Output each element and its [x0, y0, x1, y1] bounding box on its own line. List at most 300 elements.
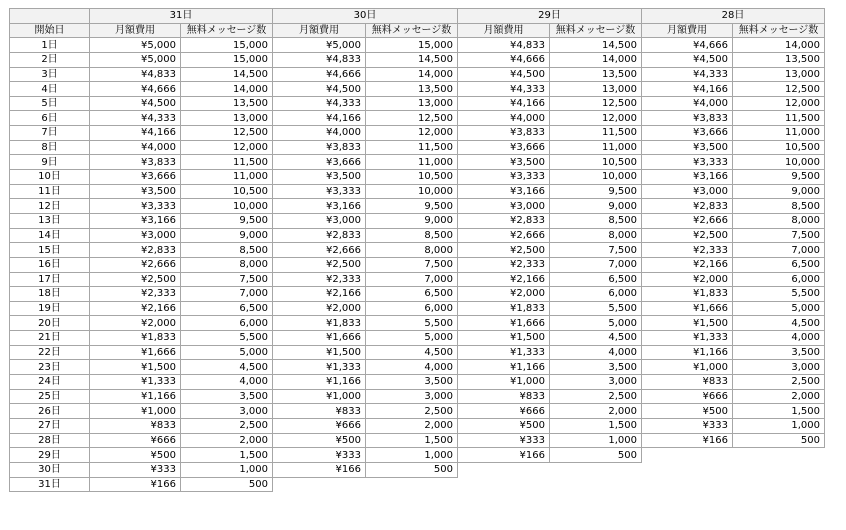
- fee-cell: ¥2,166: [273, 287, 366, 302]
- messages-cell: 5,500: [181, 331, 273, 346]
- messages-cell: 7,500: [366, 257, 458, 272]
- fee-cell: ¥666: [642, 389, 733, 404]
- messages-cell: 9,000: [550, 199, 642, 214]
- fee-cell: ¥4,333: [642, 67, 733, 82]
- messages-cell: 11,500: [550, 126, 642, 141]
- messages-cell: 13,500: [181, 96, 273, 111]
- fee-cell: ¥333: [642, 418, 733, 433]
- fee-cell: ¥3,500: [90, 184, 181, 199]
- messages-cell: 6,000: [181, 316, 273, 331]
- start-day-cell: 6日: [10, 111, 90, 126]
- table-row: [10, 360, 825, 375]
- fee-header: 月額費用: [273, 23, 366, 38]
- messages-cell: 6,000: [550, 287, 642, 302]
- messages-cell: 11,000: [733, 126, 825, 141]
- fee-cell: ¥3,166: [642, 170, 733, 185]
- fee-cell: ¥1,666: [458, 316, 550, 331]
- fee-cell: ¥166: [273, 462, 366, 477]
- start-day-cell: 25日: [10, 389, 90, 404]
- messages-cell: 11,000: [181, 170, 273, 185]
- messages-cell: 4,000: [366, 360, 458, 375]
- messages-cell: 10,500: [181, 184, 273, 199]
- table-row: [10, 243, 825, 258]
- fee-cell: ¥166: [458, 448, 550, 463]
- table-row: [10, 389, 825, 404]
- table-row: [10, 140, 825, 155]
- messages-cell: 11,000: [366, 155, 458, 170]
- messages-cell: 11,500: [181, 155, 273, 170]
- fee-cell: ¥2,500: [90, 272, 181, 287]
- messages-cell: 2,500: [733, 375, 825, 390]
- fee-cell: ¥4,500: [642, 52, 733, 67]
- fee-cell: ¥500: [642, 404, 733, 419]
- messages-cell: 14,500: [181, 67, 273, 82]
- table-row: [10, 199, 825, 214]
- messages-cell: 10,500: [366, 170, 458, 185]
- fee-cell: ¥2,166: [642, 257, 733, 272]
- messages-cell: 500: [550, 448, 642, 463]
- messages-cell: 11,500: [733, 111, 825, 126]
- fee-cell: ¥2,500: [642, 228, 733, 243]
- messages-cell: 11,000: [550, 140, 642, 155]
- table-row: [10, 96, 825, 111]
- messages-cell: 500: [181, 477, 273, 492]
- messages-cell: 7,500: [733, 228, 825, 243]
- start-day-cell: 21日: [10, 331, 90, 346]
- messages-cell: 9,000: [733, 184, 825, 199]
- table-row: [10, 82, 825, 97]
- fee-cell: ¥4,166: [273, 111, 366, 126]
- messages-cell: 15,000: [366, 38, 458, 53]
- fee-cell: ¥3,833: [90, 155, 181, 170]
- corner-cell: [10, 9, 90, 24]
- fee-cell: ¥2,500: [273, 257, 366, 272]
- fee-cell: ¥333: [273, 448, 366, 463]
- messages-cell: 5,000: [733, 301, 825, 316]
- fee-cell: ¥3,500: [458, 155, 550, 170]
- fee-cell: ¥3,666: [90, 170, 181, 185]
- messages-cell: 6,500: [550, 272, 642, 287]
- messages-cell: 7,500: [181, 272, 273, 287]
- fee-cell: ¥2,833: [90, 243, 181, 258]
- fee-cell: ¥2,666: [642, 213, 733, 228]
- start-day-cell: 24日: [10, 375, 90, 390]
- messages-cell: 1,500: [181, 448, 273, 463]
- fee-cell: ¥2,666: [273, 243, 366, 258]
- empty-cell: [458, 477, 642, 492]
- messages-cell: 1,000: [733, 418, 825, 433]
- fee-cell: ¥3,666: [273, 155, 366, 170]
- table-row: [10, 52, 825, 67]
- messages-cell: 3,500: [733, 345, 825, 360]
- fee-cell: ¥4,500: [90, 96, 181, 111]
- start-day-cell: 14日: [10, 228, 90, 243]
- messages-cell: 8,000: [550, 228, 642, 243]
- start-day-cell: 28日: [10, 433, 90, 448]
- messages-cell: 8,500: [550, 213, 642, 228]
- messages-cell: 10,000: [733, 155, 825, 170]
- fee-cell: ¥833: [90, 418, 181, 433]
- fee-cell: ¥3,333: [90, 199, 181, 214]
- start-day-cell: 17日: [10, 272, 90, 287]
- start-day-cell: 8日: [10, 140, 90, 155]
- fee-cell: ¥1,833: [90, 331, 181, 346]
- fee-cell: ¥1,000: [273, 389, 366, 404]
- messages-cell: 8,500: [733, 199, 825, 214]
- fee-cell: ¥4,500: [273, 82, 366, 97]
- table-row: [10, 272, 825, 287]
- messages-cell: 1,000: [366, 448, 458, 463]
- start-day-cell: 15日: [10, 243, 90, 258]
- messages-cell: 13,500: [366, 82, 458, 97]
- fee-cell: ¥3,666: [458, 140, 550, 155]
- fee-cell: ¥1,500: [90, 360, 181, 375]
- messages-cell: 4,000: [181, 375, 273, 390]
- messages-cell: 5,500: [550, 301, 642, 316]
- fee-cell: ¥1,833: [458, 301, 550, 316]
- fee-cell: ¥500: [273, 433, 366, 448]
- fee-cell: ¥1,666: [273, 331, 366, 346]
- messages-cell: 4,500: [733, 316, 825, 331]
- fee-cell: ¥3,333: [642, 155, 733, 170]
- messages-cell: 12,500: [550, 96, 642, 111]
- table-row: [10, 257, 825, 272]
- fee-cell: ¥4,000: [273, 126, 366, 141]
- fee-cell: ¥2,000: [458, 287, 550, 302]
- fee-cell: ¥1,166: [642, 345, 733, 360]
- start-day-cell: 1日: [10, 38, 90, 53]
- fee-cell: ¥4,666: [90, 82, 181, 97]
- table-row: [10, 477, 825, 492]
- table-row: [10, 462, 825, 477]
- group-header-30: 30日: [273, 9, 458, 24]
- fee-cell: ¥500: [458, 418, 550, 433]
- messages-cell: 9,500: [733, 170, 825, 185]
- messages-cell: 14,000: [366, 67, 458, 82]
- messages-cell: 7,000: [733, 243, 825, 258]
- messages-cell: 3,000: [733, 360, 825, 375]
- messages-cell: 12,500: [181, 126, 273, 141]
- fee-cell: ¥4,166: [458, 96, 550, 111]
- fee-cell: ¥1,500: [273, 345, 366, 360]
- messages-cell: 4,500: [550, 331, 642, 346]
- fee-cell: ¥3,000: [273, 213, 366, 228]
- messages-cell: 5,000: [550, 316, 642, 331]
- messages-header: 無料メッセージ数: [366, 23, 458, 38]
- fee-cell: ¥1,333: [642, 331, 733, 346]
- fee-cell: ¥2,166: [458, 272, 550, 287]
- messages-cell: 4,000: [550, 345, 642, 360]
- start-day-cell: 19日: [10, 301, 90, 316]
- table-row: [10, 301, 825, 316]
- fee-cell: ¥4,833: [90, 67, 181, 82]
- fee-cell: ¥3,500: [642, 140, 733, 155]
- messages-cell: 7,500: [550, 243, 642, 258]
- table-row: [10, 345, 825, 360]
- messages-cell: 7,000: [181, 287, 273, 302]
- messages-cell: 500: [366, 462, 458, 477]
- fee-cell: ¥5,000: [90, 52, 181, 67]
- start-day-cell: 3日: [10, 67, 90, 82]
- messages-cell: 9,500: [366, 199, 458, 214]
- fee-cell: ¥4,333: [90, 111, 181, 126]
- fee-cell: ¥3,000: [458, 199, 550, 214]
- messages-cell: 12,000: [733, 96, 825, 111]
- fee-cell: ¥833: [458, 389, 550, 404]
- fee-cell: ¥2,666: [458, 228, 550, 243]
- messages-cell: 2,500: [366, 404, 458, 419]
- group-header-28: 28日: [642, 9, 825, 24]
- table-row: [10, 331, 825, 346]
- messages-cell: 6,500: [733, 257, 825, 272]
- fee-cell: ¥3,166: [458, 184, 550, 199]
- messages-cell: 13,500: [550, 67, 642, 82]
- messages-cell: 3,500: [550, 360, 642, 375]
- fee-header: 月額費用: [642, 23, 733, 38]
- fee-cell: ¥3,333: [458, 170, 550, 185]
- table-row: [10, 67, 825, 82]
- start-day-cell: 31日: [10, 477, 90, 492]
- messages-cell: 10,000: [181, 199, 273, 214]
- messages-cell: 5,000: [181, 345, 273, 360]
- messages-cell: 10,000: [550, 170, 642, 185]
- fee-cell: ¥3,333: [273, 184, 366, 199]
- messages-cell: 8,500: [366, 228, 458, 243]
- fee-cell: ¥3,166: [273, 199, 366, 214]
- messages-cell: 12,500: [366, 111, 458, 126]
- start-day-cell: 16日: [10, 257, 90, 272]
- start-day-cell: 2日: [10, 52, 90, 67]
- messages-cell: 5,000: [366, 331, 458, 346]
- fee-cell: ¥1,500: [642, 316, 733, 331]
- messages-cell: 14,000: [181, 82, 273, 97]
- messages-cell: 8,500: [181, 243, 273, 258]
- table-row: [10, 38, 825, 53]
- empty-cell: [642, 448, 825, 463]
- fee-cell: ¥4,166: [642, 82, 733, 97]
- fee-cell: ¥166: [90, 477, 181, 492]
- messages-cell: 8,000: [181, 257, 273, 272]
- fee-cell: ¥2,333: [90, 287, 181, 302]
- messages-header: 無料メッセージ数: [733, 23, 825, 38]
- table-row: [10, 213, 825, 228]
- messages-cell: 9,000: [366, 213, 458, 228]
- fee-cell: ¥1,833: [642, 287, 733, 302]
- fee-cell: ¥1,166: [273, 375, 366, 390]
- messages-cell: 13,000: [550, 82, 642, 97]
- fee-cell: ¥4,333: [273, 96, 366, 111]
- messages-cell: 3,500: [181, 389, 273, 404]
- messages-cell: 14,500: [550, 38, 642, 53]
- fee-cell: ¥2,000: [642, 272, 733, 287]
- start-day-cell: 7日: [10, 126, 90, 141]
- start-day-cell: 4日: [10, 82, 90, 97]
- fee-cell: ¥2,333: [458, 257, 550, 272]
- fee-cell: ¥2,000: [90, 316, 181, 331]
- table-body: [10, 38, 825, 492]
- messages-cell: 2,500: [181, 418, 273, 433]
- start-day-cell: 30日: [10, 462, 90, 477]
- fee-cell: ¥666: [458, 404, 550, 419]
- messages-cell: 15,000: [181, 52, 273, 67]
- messages-cell: 2,500: [550, 389, 642, 404]
- table-row: [10, 404, 825, 419]
- messages-cell: 3,000: [550, 375, 642, 390]
- group-header-row: [10, 9, 825, 24]
- fee-cell: ¥1,000: [642, 360, 733, 375]
- fee-cell: ¥4,500: [458, 67, 550, 82]
- start-day-cell: 9日: [10, 155, 90, 170]
- fee-cell: ¥4,666: [273, 67, 366, 82]
- fee-cell: ¥3,500: [273, 170, 366, 185]
- empty-cell: [642, 462, 825, 477]
- fee-cell: ¥3,833: [273, 140, 366, 155]
- table-row: [10, 155, 825, 170]
- fee-cell: ¥3,833: [642, 111, 733, 126]
- messages-cell: 9,500: [181, 213, 273, 228]
- fee-cell: ¥1,166: [90, 389, 181, 404]
- empty-cell: [273, 477, 458, 492]
- fee-cell: ¥833: [273, 404, 366, 419]
- fee-cell: ¥3,000: [642, 184, 733, 199]
- start-day-cell: 22日: [10, 345, 90, 360]
- fee-cell: ¥4,833: [273, 52, 366, 67]
- table-row: [10, 418, 825, 433]
- table-row: [10, 448, 825, 463]
- fee-cell: ¥333: [90, 462, 181, 477]
- messages-cell: 4,500: [366, 345, 458, 360]
- fee-cell: ¥333: [458, 433, 550, 448]
- start-day-cell: 18日: [10, 287, 90, 302]
- fee-cell: ¥666: [90, 433, 181, 448]
- column-header-row: [10, 23, 825, 38]
- messages-cell: 12,000: [550, 111, 642, 126]
- fee-cell: ¥1,333: [273, 360, 366, 375]
- table-row: [10, 170, 825, 185]
- fee-cell: ¥4,000: [458, 111, 550, 126]
- messages-cell: 8,000: [733, 213, 825, 228]
- messages-cell: 2,000: [550, 404, 642, 419]
- messages-cell: 12,000: [181, 140, 273, 155]
- messages-cell: 3,000: [181, 404, 273, 419]
- messages-cell: 4,500: [181, 360, 273, 375]
- messages-cell: 6,500: [181, 301, 273, 316]
- fee-cell: ¥4,666: [642, 38, 733, 53]
- fee-cell: ¥833: [642, 375, 733, 390]
- fee-cell: ¥5,000: [90, 38, 181, 53]
- messages-cell: 1,000: [181, 462, 273, 477]
- messages-cell: 13,000: [733, 67, 825, 82]
- start-day-cell: 12日: [10, 199, 90, 214]
- messages-header: 無料メッセージ数: [550, 23, 642, 38]
- fee-cell: ¥2,666: [90, 257, 181, 272]
- fee-cell: ¥2,833: [642, 199, 733, 214]
- fee-cell: ¥1,666: [642, 301, 733, 316]
- pricing-table: [9, 8, 825, 492]
- table-row: [10, 126, 825, 141]
- fee-cell: ¥2,166: [90, 301, 181, 316]
- start-day-cell: 23日: [10, 360, 90, 375]
- fee-cell: ¥4,000: [642, 96, 733, 111]
- fee-cell: ¥2,833: [273, 228, 366, 243]
- fee-cell: ¥4,000: [90, 140, 181, 155]
- fee-cell: ¥3,000: [90, 228, 181, 243]
- table-row: [10, 228, 825, 243]
- messages-cell: 14,000: [733, 38, 825, 53]
- fee-cell: ¥166: [642, 433, 733, 448]
- messages-cell: 500: [733, 433, 825, 448]
- fee-cell: ¥1,166: [458, 360, 550, 375]
- messages-cell: 10,500: [733, 140, 825, 155]
- start-day-cell: 5日: [10, 96, 90, 111]
- fee-cell: ¥3,666: [642, 126, 733, 141]
- messages-cell: 11,500: [366, 140, 458, 155]
- messages-cell: 13,000: [366, 96, 458, 111]
- start-day-cell: 29日: [10, 448, 90, 463]
- fee-cell: ¥3,166: [90, 213, 181, 228]
- messages-cell: 3,000: [366, 389, 458, 404]
- fee-cell: ¥1,500: [458, 331, 550, 346]
- fee-cell: ¥1,333: [458, 345, 550, 360]
- fee-cell: ¥500: [90, 448, 181, 463]
- fee-cell: ¥2,500: [458, 243, 550, 258]
- messages-cell: 7,000: [550, 257, 642, 272]
- messages-cell: 5,500: [366, 316, 458, 331]
- messages-cell: 2,000: [366, 418, 458, 433]
- start-day-cell: 27日: [10, 418, 90, 433]
- messages-cell: 3,500: [366, 375, 458, 390]
- messages-cell: 13,000: [181, 111, 273, 126]
- fee-cell: ¥4,166: [90, 126, 181, 141]
- fee-cell: ¥2,333: [273, 272, 366, 287]
- start-day-cell: 20日: [10, 316, 90, 331]
- fee-cell: ¥4,833: [458, 38, 550, 53]
- group-header-31: 31日: [90, 9, 273, 24]
- empty-cell: [642, 477, 825, 492]
- messages-cell: 15,000: [181, 38, 273, 53]
- fee-header: 月額費用: [90, 23, 181, 38]
- start-day-header: 開始日: [10, 23, 90, 38]
- fee-cell: ¥1,833: [273, 316, 366, 331]
- messages-cell: 1,500: [366, 433, 458, 448]
- fee-cell: ¥4,666: [458, 52, 550, 67]
- messages-cell: 10,500: [550, 155, 642, 170]
- messages-cell: 1,500: [733, 404, 825, 419]
- messages-cell: 9,000: [181, 228, 273, 243]
- fee-header: 月額費用: [458, 23, 550, 38]
- fee-cell: ¥1,000: [90, 404, 181, 419]
- fee-cell: ¥3,833: [458, 126, 550, 141]
- messages-cell: 12,500: [733, 82, 825, 97]
- fee-cell: ¥2,333: [642, 243, 733, 258]
- messages-cell: 6,500: [366, 287, 458, 302]
- messages-cell: 2,000: [181, 433, 273, 448]
- fee-cell: ¥1,666: [90, 345, 181, 360]
- messages-cell: 1,500: [550, 418, 642, 433]
- messages-cell: 13,500: [733, 52, 825, 67]
- messages-cell: 14,000: [550, 52, 642, 67]
- messages-cell: 1,000: [550, 433, 642, 448]
- messages-cell: 8,000: [366, 243, 458, 258]
- table-row: [10, 184, 825, 199]
- group-header-29: 29日: [458, 9, 642, 24]
- fee-cell: ¥2,833: [458, 213, 550, 228]
- fee-cell: ¥666: [273, 418, 366, 433]
- start-day-cell: 13日: [10, 213, 90, 228]
- messages-cell: 10,000: [366, 184, 458, 199]
- messages-header: 無料メッセージ数: [181, 23, 273, 38]
- fee-cell: ¥4,333: [458, 82, 550, 97]
